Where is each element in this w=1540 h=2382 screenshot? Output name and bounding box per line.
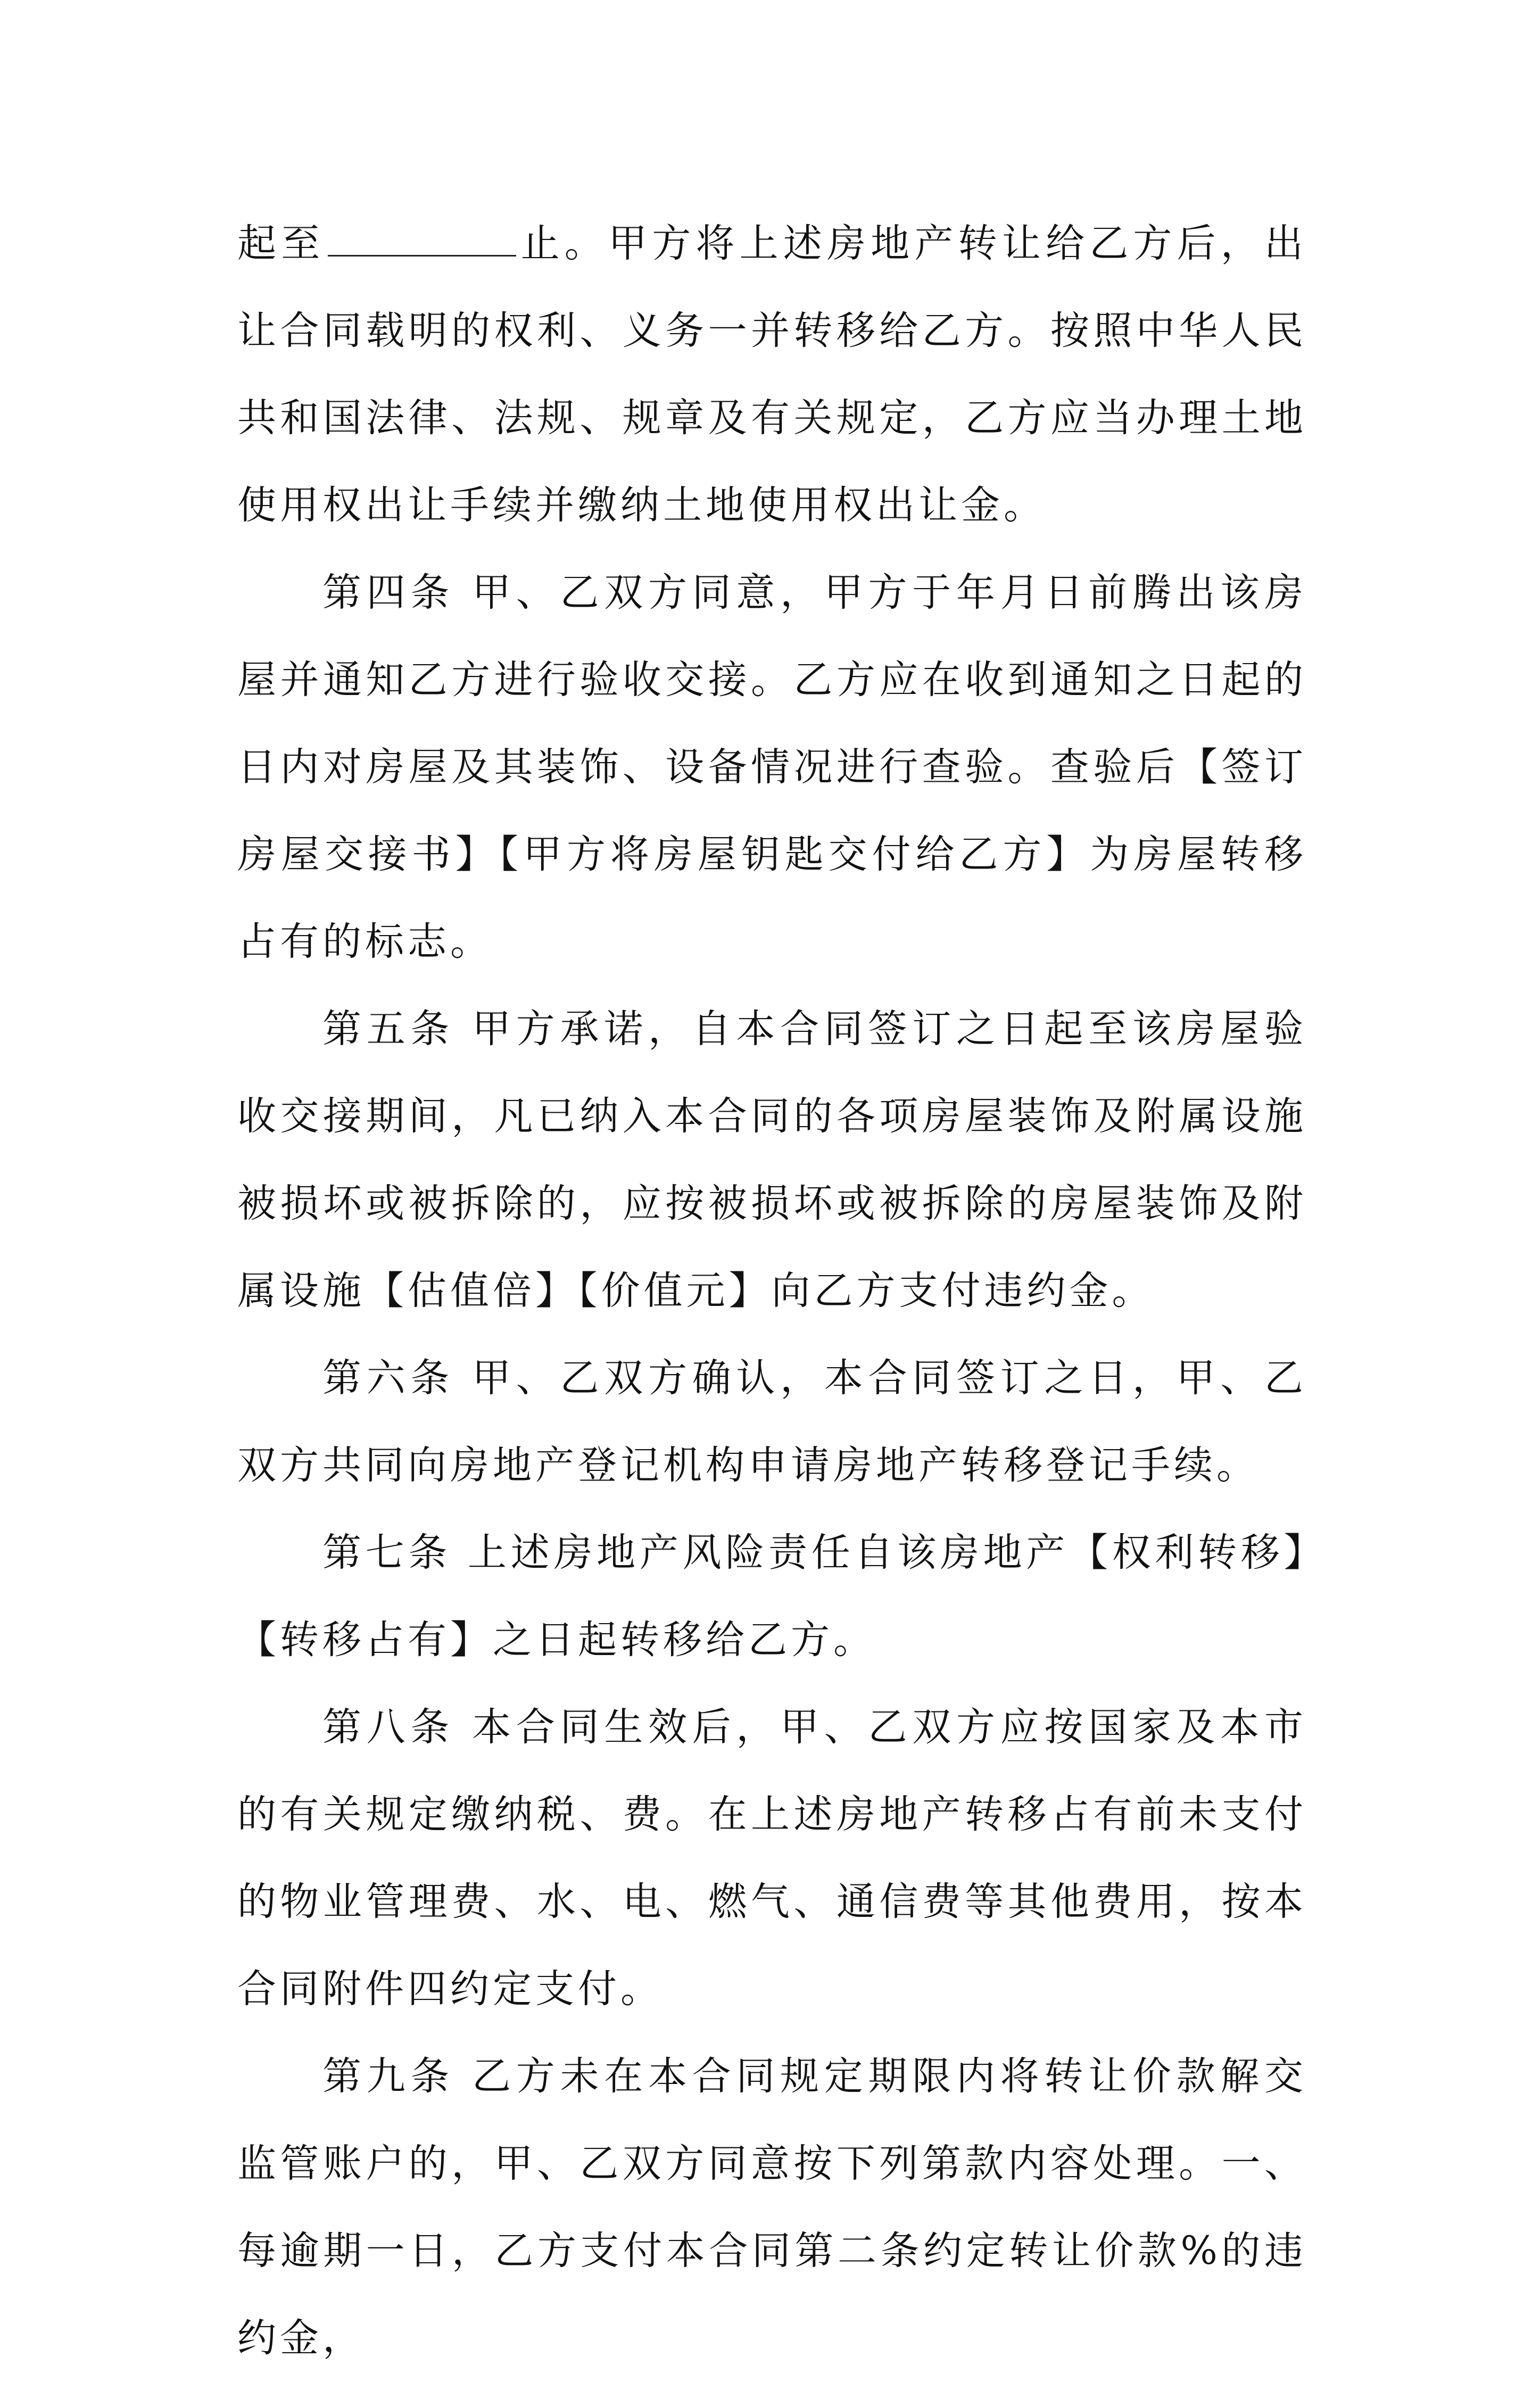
paragraph-text: 第七条 上述房地产风险责任自该房地产【权利转移】【转移占有】之日起转移给乙方。	[237, 1530, 1307, 1663]
paragraph-text: 止。甲方将上述房地产转让给乙方后，出让合同载明的权利、义务一并转移给乙方。按照中华人民共和国法律、法规、规章及有关规定，乙方应当办理土地使用权出让手续并缴纳土地使用权出让金。	[237, 221, 1307, 528]
paragraph-article-7	[237, 1509, 1307, 1684]
paragraph-article-8	[237, 1684, 1307, 2033]
paragraph-text: 第八条 本合同生效后，甲、乙双方应按国家及本市的有关规定缴纳税、费。在上述房地产转移占有前未支付的物业管理费、水、电、燃气、通信费等其他费用，按本合同附件四约定支付。	[237, 1705, 1307, 2012]
paragraph-text-lead: 起至	[237, 221, 325, 266]
contract-body	[237, 200, 1307, 2382]
paragraph-article-3-continuation	[237, 200, 1307, 549]
paragraph-article-4	[237, 549, 1307, 986]
paragraph-text: 第六条 甲、乙双方确认，本合同签订之日，甲、乙双方共同向房地产登记机构申请房地产转移登记手续。	[237, 1355, 1307, 1488]
paragraph-text: 第五条 甲方承诺，自本合同签订之日起至该房屋验收交接期间，凡已纳入本合同的各项房屋装饰及附属设施被损坏或被拆除的，应按被损坏或被拆除的房屋装饰及附属设施【估值倍】【价值元】向乙方支付违约金。	[237, 1006, 1307, 1313]
paragraph-article-6	[237, 1335, 1307, 1509]
paragraph-article-5	[237, 986, 1307, 1335]
paragraph-text: 第九条 乙方未在本合同规定期限内将转让价款解交监管账户的，甲、乙双方同意按下列第款内容处理。一、每逾期一日，乙方支付本合同第二条约定转让价款%的违约金，	[237, 2054, 1307, 2361]
paragraph-article-9	[237, 2033, 1307, 2382]
paragraph-text: 第四条 甲、乙双方同意，甲方于年月日前腾出该房屋并通知乙方进行验收交接。乙方应在收到通知之日起的日内对房屋及其装饰、设备情况进行查验。查验后【签订房屋交接书】【甲方将房屋钥匙交付给乙方】为房屋转移占有的标志。	[237, 570, 1307, 964]
fill-in-blank	[328, 250, 516, 257]
